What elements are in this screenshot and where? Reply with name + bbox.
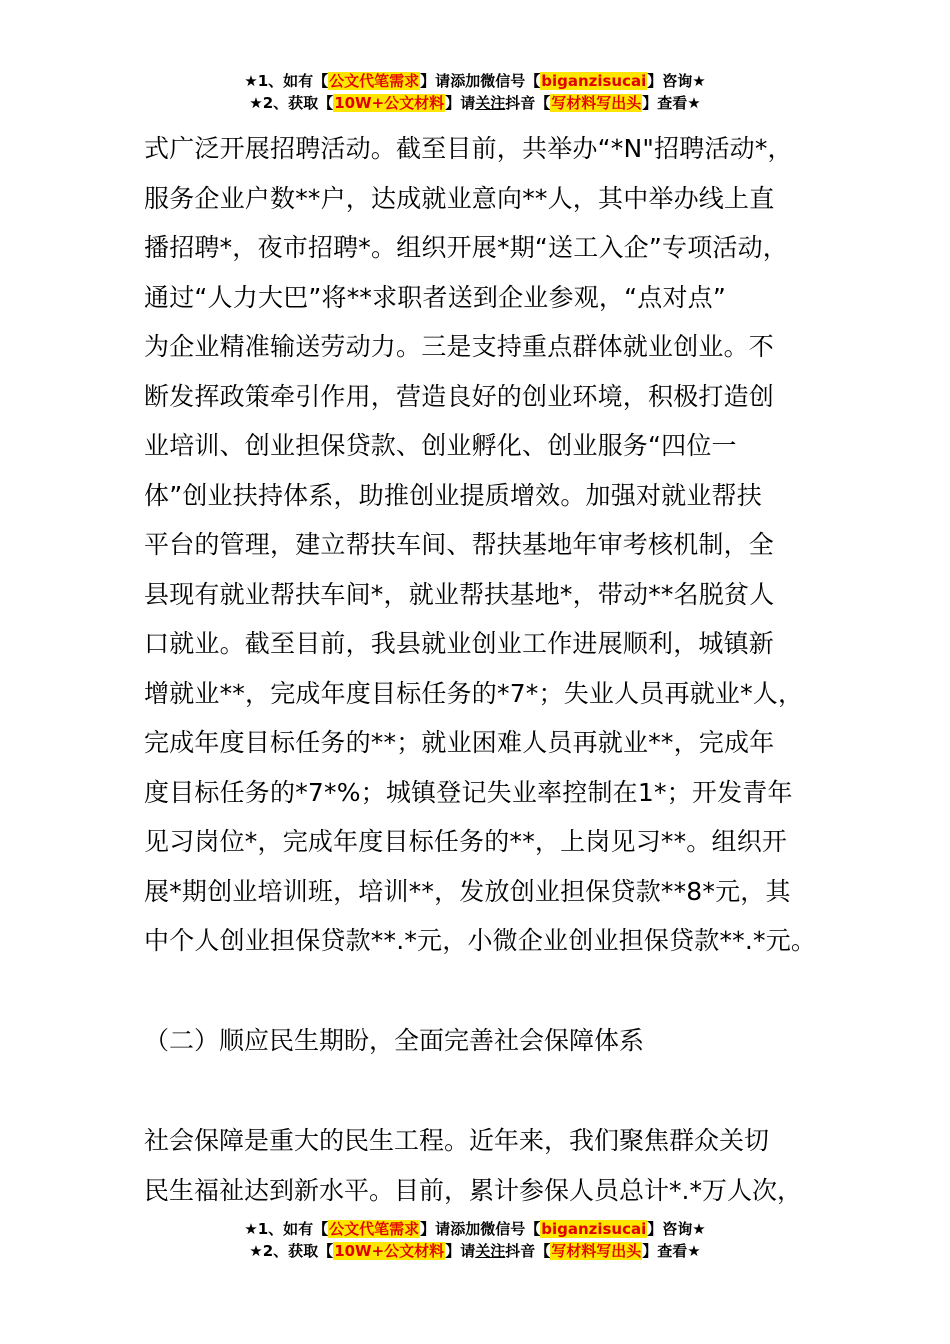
promo-line-1: ★1、如有【公文代笔需求】请添加微信号【biganzisucai】咨询★	[244, 1220, 706, 1238]
body-paragraph-2	[144, 1116, 844, 1216]
body-line: 播招聘*，夜市招聘*。组织开展*期“送工入企”专项活动，	[144, 233, 789, 262]
highlight-materials: 10W+公文材料	[334, 1242, 445, 1260]
body-line: 通过“人力大巴”将**求职者送到企业参观，“点对点”	[144, 282, 727, 312]
promo-line-2: ★2、获取【10W+公文材料】请关注抖音【写材料写出头】查看★	[249, 1242, 701, 1260]
highlight-wechat-id: biganzisucai	[541, 1220, 647, 1238]
body-line: 县现有就业帮扶车间*，就业帮扶基地*，带动**名脱贫人	[144, 579, 775, 609]
promo-line-1: ★1、如有【公文代笔需求】请添加微信号【biganzisucai】咨询★	[244, 72, 706, 90]
body-line: 度目标任务的*7*%；城镇登记失业率控制在1*；开发青年	[144, 777, 793, 807]
highlight-ghostwriting: 公文代笔需求	[329, 72, 420, 90]
star-icon: ★	[244, 1220, 258, 1238]
body-line: 中个人创业担保贷款**.*元，小微企业创业担保贷款**.*元。	[144, 926, 817, 955]
highlight-materials: 10W+公文材料	[334, 94, 445, 112]
promo-line-2: ★2、获取【10W+公文材料】请关注抖音【写材料写出头】查看★	[249, 94, 701, 112]
highlight-douyin-account: 写材料写出头	[551, 1242, 642, 1260]
highlight-ghostwriting: 公文代笔需求	[329, 1220, 420, 1238]
body-line: 业培训、创业担保贷款、创业孵化、创业服务“四位一	[144, 431, 737, 460]
body-line: 社会保障是重大的民生工程。近年来，我们聚焦群众关切	[144, 1126, 770, 1155]
star-icon: ★	[249, 1242, 263, 1260]
bottom-promo-banner	[0, 1218, 950, 1262]
star-icon: ★	[244, 72, 258, 90]
body-line: 平台的管理，建立帮扶车间、帮扶基地年审考核机制，全	[144, 530, 775, 559]
top-promo-banner	[0, 70, 950, 114]
body-line: 断发挥政策牵引作用，营造良好的创业环境，积极打造创	[144, 381, 775, 411]
body-line: 展*期创业培训班，培训**，发放创业担保贷款**8*元，其	[144, 876, 791, 906]
body-line: 式广泛开展招聘活动。截至目前，共举办“*N"招聘活动*，	[144, 134, 793, 163]
star-icon: ★	[249, 94, 263, 112]
body-line: 为企业精准输送劳动力。三是支持重点群体就业创业。不	[144, 332, 775, 361]
body-line: 完成年度目标任务的**；就业困难人员再就业**，完成年	[144, 728, 775, 757]
body-line: 见习岗位*，完成年度目标任务的**，上岗见习**。组织开	[144, 827, 788, 856]
body-line: 服务企业户数**户，达成就业意向**人，其中举办线上直	[144, 183, 775, 213]
highlight-douyin-account: 写材料写出头	[551, 94, 642, 112]
body-line: 体”创业扶持体系，助推创业提质增效。加强对就业帮扶	[144, 480, 762, 510]
highlight-wechat-id: biganzisucai	[541, 72, 647, 90]
body-paragraph	[144, 124, 844, 966]
body-line: 口就业。截至目前，我县就业创业工作进展顺利，城镇新	[144, 629, 775, 658]
body-line: 民生福祉达到新水平。目前，累计参保人员总计*.*万人次，	[144, 1176, 802, 1205]
section-heading: （二）顺应民生期盼，全面完善社会保障体系	[144, 1026, 645, 1055]
body-line: 增就业**，完成年度目标任务的*7*；失业人员再就业*人，	[144, 678, 804, 708]
